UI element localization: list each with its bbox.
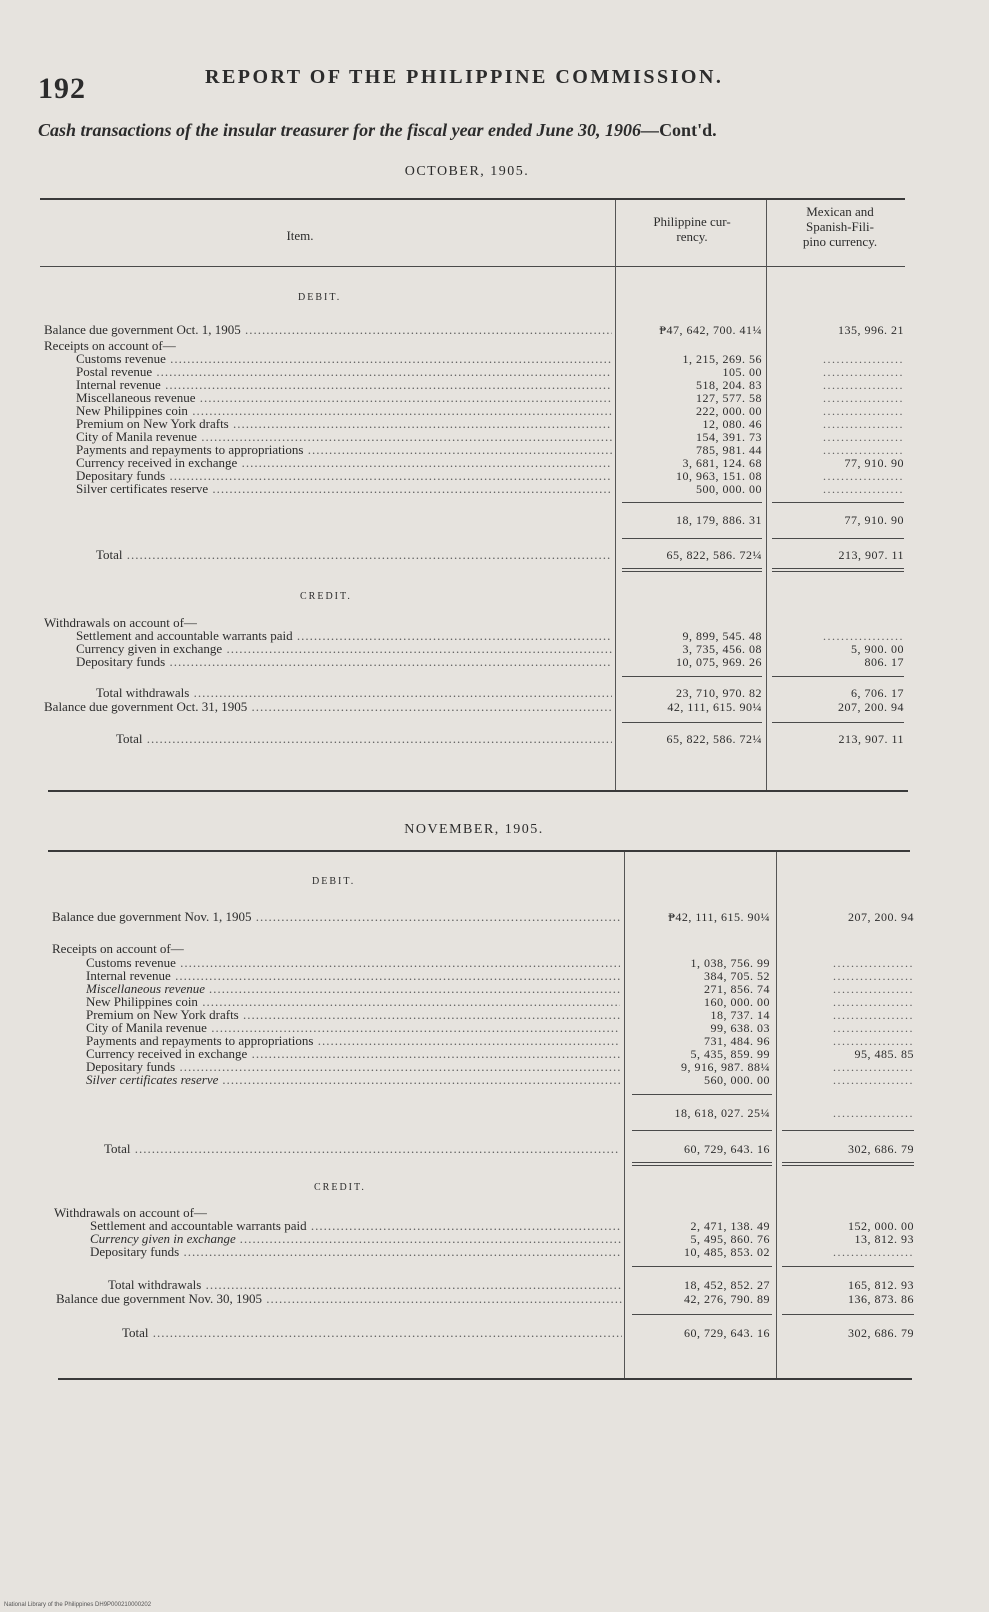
row-label: Total ..... — [116, 732, 612, 746]
mexican-value: 136, 873. 86 — [848, 1292, 914, 1306]
row-label: Premium on New York drafts ..... — [76, 417, 612, 431]
table-row — [0, 686, 989, 700]
row-label: Customs revenue ..... — [76, 352, 612, 366]
philippine-total: 60, 729, 643. 16 — [684, 1142, 770, 1156]
philippine-value: 99, 638. 03 — [710, 1021, 770, 1035]
philippine-value: 500, 000. 00 — [696, 482, 762, 496]
mexican-value: 806. 17 — [864, 655, 904, 669]
philippine-value: 384, 705. 52 — [704, 969, 770, 983]
row-label: Silver certificates reserve ..... — [86, 1073, 620, 1087]
philippine-value: 1, 215, 269. 56 — [682, 352, 762, 366]
table-row — [0, 1206, 989, 1220]
philippine-value: 5, 495, 860. 76 — [690, 1232, 770, 1246]
row-label: Payments and repayments to appropriations ..... — [86, 1034, 620, 1048]
withdrawals-rule-php — [622, 676, 762, 677]
row-label: Balance due government Oct. 31, 1905 ..... — [44, 700, 612, 714]
total-rule-php — [622, 538, 762, 539]
double-rule-php-b — [632, 1165, 772, 1166]
table-row — [0, 616, 989, 630]
mexican-value: 6, 706. 17 — [851, 686, 904, 700]
grand-total-rule-php — [622, 722, 762, 723]
philippine-value: 3, 681, 124. 68 — [682, 456, 762, 470]
subtotal-rule-mex — [772, 502, 904, 503]
table-row — [0, 1060, 989, 1074]
double-rule-php-a — [622, 568, 762, 569]
empty-value-dots: .................. — [823, 430, 904, 444]
header-bottom-rule — [40, 266, 905, 267]
mexican-value: 13, 812. 93 — [854, 1232, 914, 1246]
mexican-currency-header-line3: pino currency. — [802, 234, 878, 249]
philippine-value: 1, 038, 756. 99 — [690, 956, 770, 970]
philippine-value: ₱47, 642, 700. 41¼ — [659, 323, 762, 337]
withdrawals-rule-mex — [772, 676, 904, 677]
row-label: Miscellaneous revenue ..... — [76, 391, 612, 405]
row-label: Total ..... — [96, 548, 612, 562]
table-row — [0, 910, 989, 924]
mexican-value: 95, 485. 85 — [854, 1047, 914, 1061]
philippine-value: 105. 00 — [722, 365, 762, 379]
philippine-value: 5, 435, 859. 99 — [690, 1047, 770, 1061]
mexican-total: 213, 907. 11 — [838, 732, 904, 746]
october-credit-heading: CREDIT. — [300, 591, 352, 602]
table-row — [0, 323, 989, 337]
row-label: Depositary funds ..... — [90, 1245, 622, 1259]
table-row — [0, 942, 989, 956]
empty-value-dots: .................. — [823, 443, 904, 457]
grand-total-rule-php — [632, 1314, 772, 1315]
mexican-subtotal: 77, 910. 90 — [844, 513, 904, 527]
mexican-value: 77, 910. 90 — [844, 456, 904, 470]
row-label: Currency given in exchange ..... — [76, 642, 612, 656]
total-row — [0, 548, 989, 562]
november-heading: NOVEMBER, 1905. — [404, 822, 544, 837]
table-row — [0, 1008, 989, 1022]
philippine-value: 18, 452, 852. 27 — [684, 1278, 770, 1292]
grand-total-row — [0, 1326, 989, 1340]
philippine-value: 518, 204. 83 — [696, 378, 762, 392]
subtotal-rule-php — [622, 502, 762, 503]
subtotal-rule-php — [632, 1094, 772, 1095]
empty-value-dots: .................. — [823, 365, 904, 379]
table-row — [0, 417, 989, 431]
mexican-currency-header-line2: Spanish-Fili- — [806, 219, 874, 234]
row-label: Total ..... — [122, 1326, 622, 1340]
table-row — [0, 1245, 989, 1259]
table-row — [0, 1021, 989, 1035]
page-number: 192 — [38, 72, 86, 105]
philippine-value: 9, 899, 545. 48 — [682, 629, 762, 643]
table-row — [0, 443, 989, 457]
table-title-text: Cash transactions of the insular treasurer for the fiscal year ended June 30, 1906— — [38, 120, 660, 140]
table-row — [0, 700, 989, 714]
table-row — [0, 391, 989, 405]
philippine-value: 10, 485, 853. 02 — [684, 1245, 770, 1259]
philippine-value: 10, 963, 151. 08 — [676, 469, 762, 483]
row-label: Currency received in exchange ..... — [76, 456, 612, 470]
philippine-value: 23, 710, 970. 82 — [676, 686, 762, 700]
empty-value-dots: .................. — [823, 391, 904, 405]
double-rule-mex-a — [772, 568, 904, 569]
philippine-value: 222, 000. 00 — [696, 404, 762, 418]
empty-value-dots: .................. — [823, 417, 904, 431]
empty-value-dots: .................. — [833, 1008, 914, 1022]
october-bottom-rule — [48, 790, 908, 792]
philippine-value: 12, 080. 46 — [702, 417, 762, 431]
table-row — [0, 1073, 989, 1087]
row-label: Miscellaneous revenue ..... — [86, 982, 620, 996]
table-row — [0, 969, 989, 983]
table-row — [0, 629, 989, 643]
row-label: Internal revenue ..... — [76, 378, 612, 392]
double-rule-php-a — [632, 1162, 772, 1163]
philippine-currency-header — [622, 214, 762, 244]
row-label: Total ..... — [104, 1142, 620, 1156]
philippine-value: 42, 111, 615. 90¼ — [667, 700, 762, 714]
table-row — [0, 482, 989, 496]
empty-value-dots: .................. — [833, 995, 914, 1009]
row-label: City of Manila revenue ..... — [86, 1021, 620, 1035]
october-debit-heading: DEBIT. — [298, 292, 342, 303]
total-rule-mex — [782, 1130, 914, 1131]
table-row — [0, 995, 989, 1009]
empty-value-dots: .................. — [823, 378, 904, 392]
subtotal-row — [0, 513, 989, 527]
philippine-value: 560, 000. 00 — [704, 1073, 770, 1087]
table-row — [0, 956, 989, 970]
philippine-value: 271, 856. 74 — [704, 982, 770, 996]
mexican-value: 207, 200. 94 — [848, 910, 914, 924]
philippine-total: 65, 822, 586. 72¼ — [666, 548, 762, 562]
row-label: Depositary funds ..... — [76, 655, 612, 669]
row-label: New Philippines coin ..... — [86, 995, 620, 1009]
mexican-value: 165, 812. 93 — [848, 1278, 914, 1292]
row-label: Depositary funds ..... — [76, 469, 612, 483]
total-rule-php — [632, 1130, 772, 1131]
table-row — [0, 352, 989, 366]
philippine-value: 10, 075, 969. 26 — [676, 655, 762, 669]
row-label: Total withdrawals ..... — [96, 686, 612, 700]
philippine-value: 2, 471, 138. 49 — [690, 1219, 770, 1233]
row-label: City of Manila revenue ..... — [76, 430, 612, 444]
mexican-value: 5, 900. 00 — [851, 642, 904, 656]
subtotal-row — [0, 1106, 989, 1120]
philippine-currency-header-line2: rency. — [676, 229, 708, 244]
table-row — [0, 1034, 989, 1048]
withdrawals-rule-php — [632, 1266, 772, 1267]
row-label: Currency given in exchange ..... — [90, 1232, 622, 1246]
table-row — [0, 982, 989, 996]
mexican-value: 135, 996. 21 — [838, 323, 904, 337]
empty-value-dots: .................. — [823, 469, 904, 483]
philippine-value: 42, 276, 790. 89 — [684, 1292, 770, 1306]
running-head: REPORT OF THE PHILIPPINE COMMISSION. — [205, 66, 724, 88]
philippine-value: ₱42, 111, 615. 90¼ — [668, 910, 770, 924]
double-rule-mex-b — [772, 571, 904, 572]
row-label: Premium on New York drafts ..... — [86, 1008, 620, 1022]
row-label: Receipts on account of— — [52, 942, 184, 956]
row-label: Settlement and accountable warrants paid ..... — [90, 1219, 622, 1233]
empty-value-dots: .................. — [833, 1073, 914, 1087]
empty-value-dots: .................. — [833, 1106, 914, 1120]
table-row — [0, 1232, 989, 1246]
philippine-value: 154, 391. 73 — [696, 430, 762, 444]
empty-value-dots: .................. — [833, 1060, 914, 1074]
mexican-total: 302, 686. 79 — [848, 1326, 914, 1340]
row-label: Receipts on account of— — [44, 339, 176, 353]
empty-value-dots: .................. — [833, 1245, 914, 1259]
table-row — [0, 456, 989, 470]
empty-value-dots: .................. — [833, 969, 914, 983]
table-title — [38, 120, 717, 141]
philippine-value: 785, 981. 44 — [696, 443, 762, 457]
row-label: Withdrawals on account of— — [44, 616, 197, 630]
november-top-rule — [48, 850, 910, 852]
table-row — [0, 1292, 989, 1306]
row-label: Balance due government Oct. 1, 1905 ..... — [44, 323, 612, 337]
scan-credit: National Library of the Philippines DH9P000210000202 — [4, 1602, 152, 1608]
row-label: Silver certificates reserve ..... — [76, 482, 612, 496]
table-row — [0, 430, 989, 444]
mexican-total: 302, 686. 79 — [848, 1142, 914, 1156]
empty-value-dots: .................. — [823, 629, 904, 643]
grand-total-row — [0, 732, 989, 746]
empty-value-dots: .................. — [823, 352, 904, 366]
row-label: Internal revenue ..... — [86, 969, 620, 983]
withdrawals-rule-mex — [782, 1266, 914, 1267]
mexican-total: 213, 907. 11 — [838, 548, 904, 562]
row-label: Settlement and accountable warrants paid ..... — [76, 629, 612, 643]
table-row — [0, 642, 989, 656]
philippine-value: 18, 737. 14 — [710, 1008, 770, 1022]
philippine-subtotal: 18, 179, 886. 31 — [676, 513, 762, 527]
empty-value-dots: .................. — [833, 956, 914, 970]
philippine-value: 9, 916, 987. 88¼ — [681, 1060, 770, 1074]
item-column-header: Item. — [286, 228, 314, 243]
table-row — [0, 655, 989, 669]
empty-value-dots: .................. — [833, 982, 914, 996]
table-top-rule — [40, 198, 905, 200]
table-row — [0, 365, 989, 379]
november-bottom-rule — [58, 1378, 912, 1380]
table-row — [0, 378, 989, 392]
november-debit-heading: DEBIT. — [312, 876, 356, 887]
empty-value-dots: .................. — [833, 1034, 914, 1048]
philippine-value: 127, 577. 58 — [696, 391, 762, 405]
table-row — [0, 339, 989, 353]
row-label: Total withdrawals ..... — [108, 1278, 622, 1292]
mexican-currency-header — [770, 204, 910, 249]
grand-total-rule-mex — [782, 1314, 914, 1315]
mexican-value: 207, 200. 94 — [838, 700, 904, 714]
empty-value-dots: .................. — [823, 482, 904, 496]
row-label: Balance due government Nov. 30, 1905 ..... — [56, 1292, 622, 1306]
philippine-value: 3, 735, 456. 08 — [682, 642, 762, 656]
row-label: Currency received in exchange ..... — [86, 1047, 620, 1061]
row-label: Payments and repayments to appropriations ..... — [76, 443, 612, 457]
row-label: New Philippines coin ..... — [76, 404, 612, 418]
mexican-currency-header-line1: Mexican and — [806, 204, 874, 219]
october-heading: OCTOBER, 1905. — [404, 164, 530, 179]
empty-value-dots: .................. — [833, 1021, 914, 1035]
row-label: Withdrawals on account of— — [54, 1206, 207, 1220]
row-label: Balance due government Nov. 1, 1905 ..... — [52, 910, 620, 924]
continued-mark: Cont'd. — [659, 120, 717, 140]
total-rule-mex — [772, 538, 904, 539]
philippine-total: 65, 822, 586. 72¼ — [666, 732, 762, 746]
row-label: Depositary funds ..... — [86, 1060, 620, 1074]
philippine-total: 60, 729, 643. 16 — [684, 1326, 770, 1340]
table-row — [0, 1047, 989, 1061]
november-credit-heading: CREDIT. — [314, 1182, 366, 1193]
row-label: Customs revenue ..... — [86, 956, 620, 970]
total-row — [0, 1142, 989, 1156]
table-row — [0, 469, 989, 483]
empty-value-dots: .................. — [823, 404, 904, 418]
mexican-value: 152, 000. 00 — [848, 1219, 914, 1233]
table-row — [0, 1278, 989, 1292]
double-rule-mex-a — [782, 1162, 914, 1163]
grand-total-rule-mex — [772, 722, 904, 723]
row-label: Postal revenue ..... — [76, 365, 612, 379]
philippine-currency-header-line1: Philippine cur- — [653, 214, 731, 229]
philippine-value: 731, 484. 96 — [704, 1034, 770, 1048]
table-row — [0, 404, 989, 418]
philippine-value: 160, 000. 00 — [704, 995, 770, 1009]
double-rule-mex-b — [782, 1165, 914, 1166]
philippine-subtotal: 18, 618, 027. 25¼ — [674, 1106, 770, 1120]
table-row — [0, 1219, 989, 1233]
double-rule-php-b — [622, 571, 762, 572]
